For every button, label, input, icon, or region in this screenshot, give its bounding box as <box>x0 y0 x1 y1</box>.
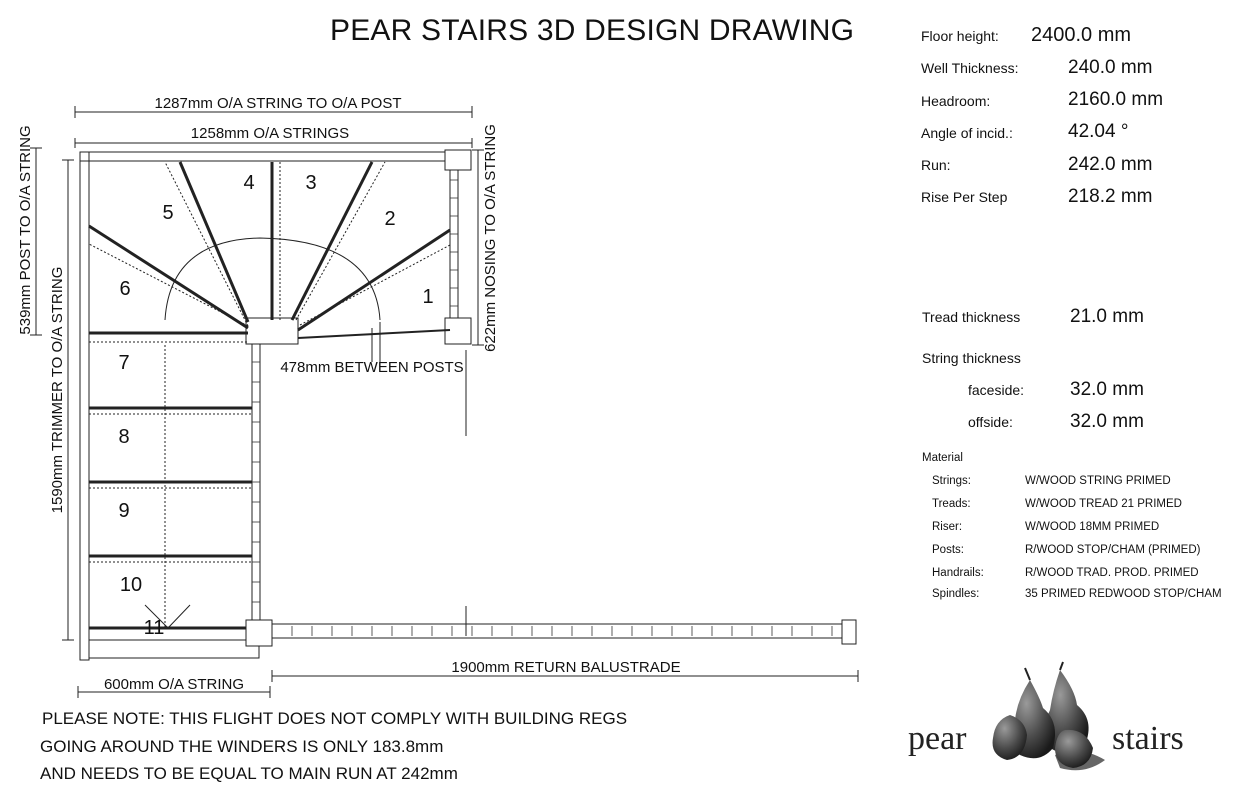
spec-label-rise: Rise Per Step <box>921 189 1008 205</box>
offside-label: offside: <box>968 414 1013 430</box>
spec-value-angle: 42.04 ° <box>1068 121 1129 142</box>
step-number: 6 <box>119 278 131 300</box>
dim-left-inner: 1590mm TRIMMER TO O/A STRING <box>49 266 66 514</box>
step-number: 3 <box>305 172 317 194</box>
outer-left-string <box>80 152 89 660</box>
bottom-string <box>89 640 259 658</box>
material-value-treads: W/WOOD TREAD 21 PRIMED <box>1025 498 1182 510</box>
spec-value-well-thickness: 240.0 mm <box>1068 57 1153 78</box>
dim-return: 1900mm RETURN BALUSTRADE <box>451 659 681 676</box>
pear-fruit-icon <box>985 660 1115 780</box>
step-number: 8 <box>118 426 130 448</box>
spindles <box>252 180 832 636</box>
faceside-label: faceside: <box>968 382 1025 398</box>
dim-between-posts: 478mm BETWEEN POSTS <box>280 359 464 376</box>
newel-post-well <box>246 318 298 344</box>
step-number: 9 <box>118 500 130 522</box>
step-number: 7 <box>118 352 130 374</box>
newel-post-bottom <box>246 620 272 646</box>
material-value-handrails: R/WOOD TRAD. PROD. PRIMED <box>1025 567 1199 579</box>
material-label-strings: Strings: <box>932 475 971 487</box>
string-thickness-label: String thickness <box>922 350 1021 366</box>
spec-value-headroom: 2160.0 mm <box>1068 89 1164 110</box>
compliance-note-line-2: GOING AROUND THE WINDERS IS ONLY 183.8mm <box>40 737 444 756</box>
material-label-posts: Posts: <box>932 544 964 556</box>
spec-label-angle: Angle of incid.: <box>921 125 1013 141</box>
offside-value: 32.0 mm <box>1070 411 1144 432</box>
dim-top-inner: 1258mm O/A STRINGS <box>190 125 350 142</box>
logo-word-stairs: stairs <box>1112 720 1184 757</box>
top-string <box>80 152 452 161</box>
material-value-posts: R/WOOD STOP/CHAM (PRIMED) <box>1025 544 1201 556</box>
spec-label-well-thickness: Well Thickness: <box>921 60 1019 76</box>
spec-value-run: 242.0 mm <box>1068 154 1153 175</box>
compliance-note-line-1: PLEASE NOTE: THIS FLIGHT DOES NOT COMPLY WITH BUILDING REGS <box>42 709 628 728</box>
spec-label-headroom: Headroom: <box>921 93 991 109</box>
step-number: 1 <box>422 286 434 308</box>
material-value-strings: W/WOOD STRING PRIMED <box>1025 475 1171 487</box>
spec-label-floor-height: Floor height: <box>921 28 999 44</box>
return-balustrade <box>272 624 844 638</box>
step-number: 5 <box>162 202 174 224</box>
dim-right: 622mm NOSING TO O/A STRING <box>482 124 499 352</box>
logo-word-pear: pear <box>908 720 967 757</box>
step-number: 4 <box>243 172 255 194</box>
spec-label-run: Run: <box>921 157 951 173</box>
tread-thickness-value: 21.0 mm <box>1070 306 1144 327</box>
spec-value-floor-height: 2400.0 mm <box>1031 24 1132 46</box>
dim-left-outer: 539mm POST TO O/A STRING <box>17 125 34 335</box>
material-value-riser: W/WOOD 18MM PRIMED <box>1025 521 1160 533</box>
inner-string <box>252 344 260 622</box>
newel-post-top <box>445 150 471 170</box>
dim-bottom-string: 600mm O/A STRING <box>103 676 245 693</box>
step-number: 11 <box>143 617 165 639</box>
faceside-value: 32.0 mm <box>1070 379 1144 400</box>
material-label-handrails: Handrails: <box>932 567 984 579</box>
step-number: 2 <box>384 208 396 230</box>
dim-top-outer: 1287mm O/A STRING TO O/A POST <box>154 95 402 112</box>
right-balustrade <box>450 162 458 322</box>
tread-thickness-label: Tread thickness <box>922 309 1021 325</box>
spec-value-rise: 218.2 mm <box>1068 186 1153 207</box>
material-heading: Material <box>922 452 963 464</box>
material-label-spindles: Spindles: <box>932 588 980 600</box>
material-label-treads: Treads: <box>932 498 971 510</box>
end-post <box>842 620 856 644</box>
page-title: PEAR STAIRS 3D DESIGN DRAWING <box>330 14 855 47</box>
step-number: 10 <box>119 574 143 596</box>
material-label-riser: Riser: <box>932 521 963 533</box>
compliance-note-line-3: AND NEEDS TO BE EQUAL TO MAIN RUN AT 242mm <box>40 764 458 783</box>
material-value-spindles: 35 PRIMED REDWOOD STOP/CHAM <box>1025 588 1222 600</box>
